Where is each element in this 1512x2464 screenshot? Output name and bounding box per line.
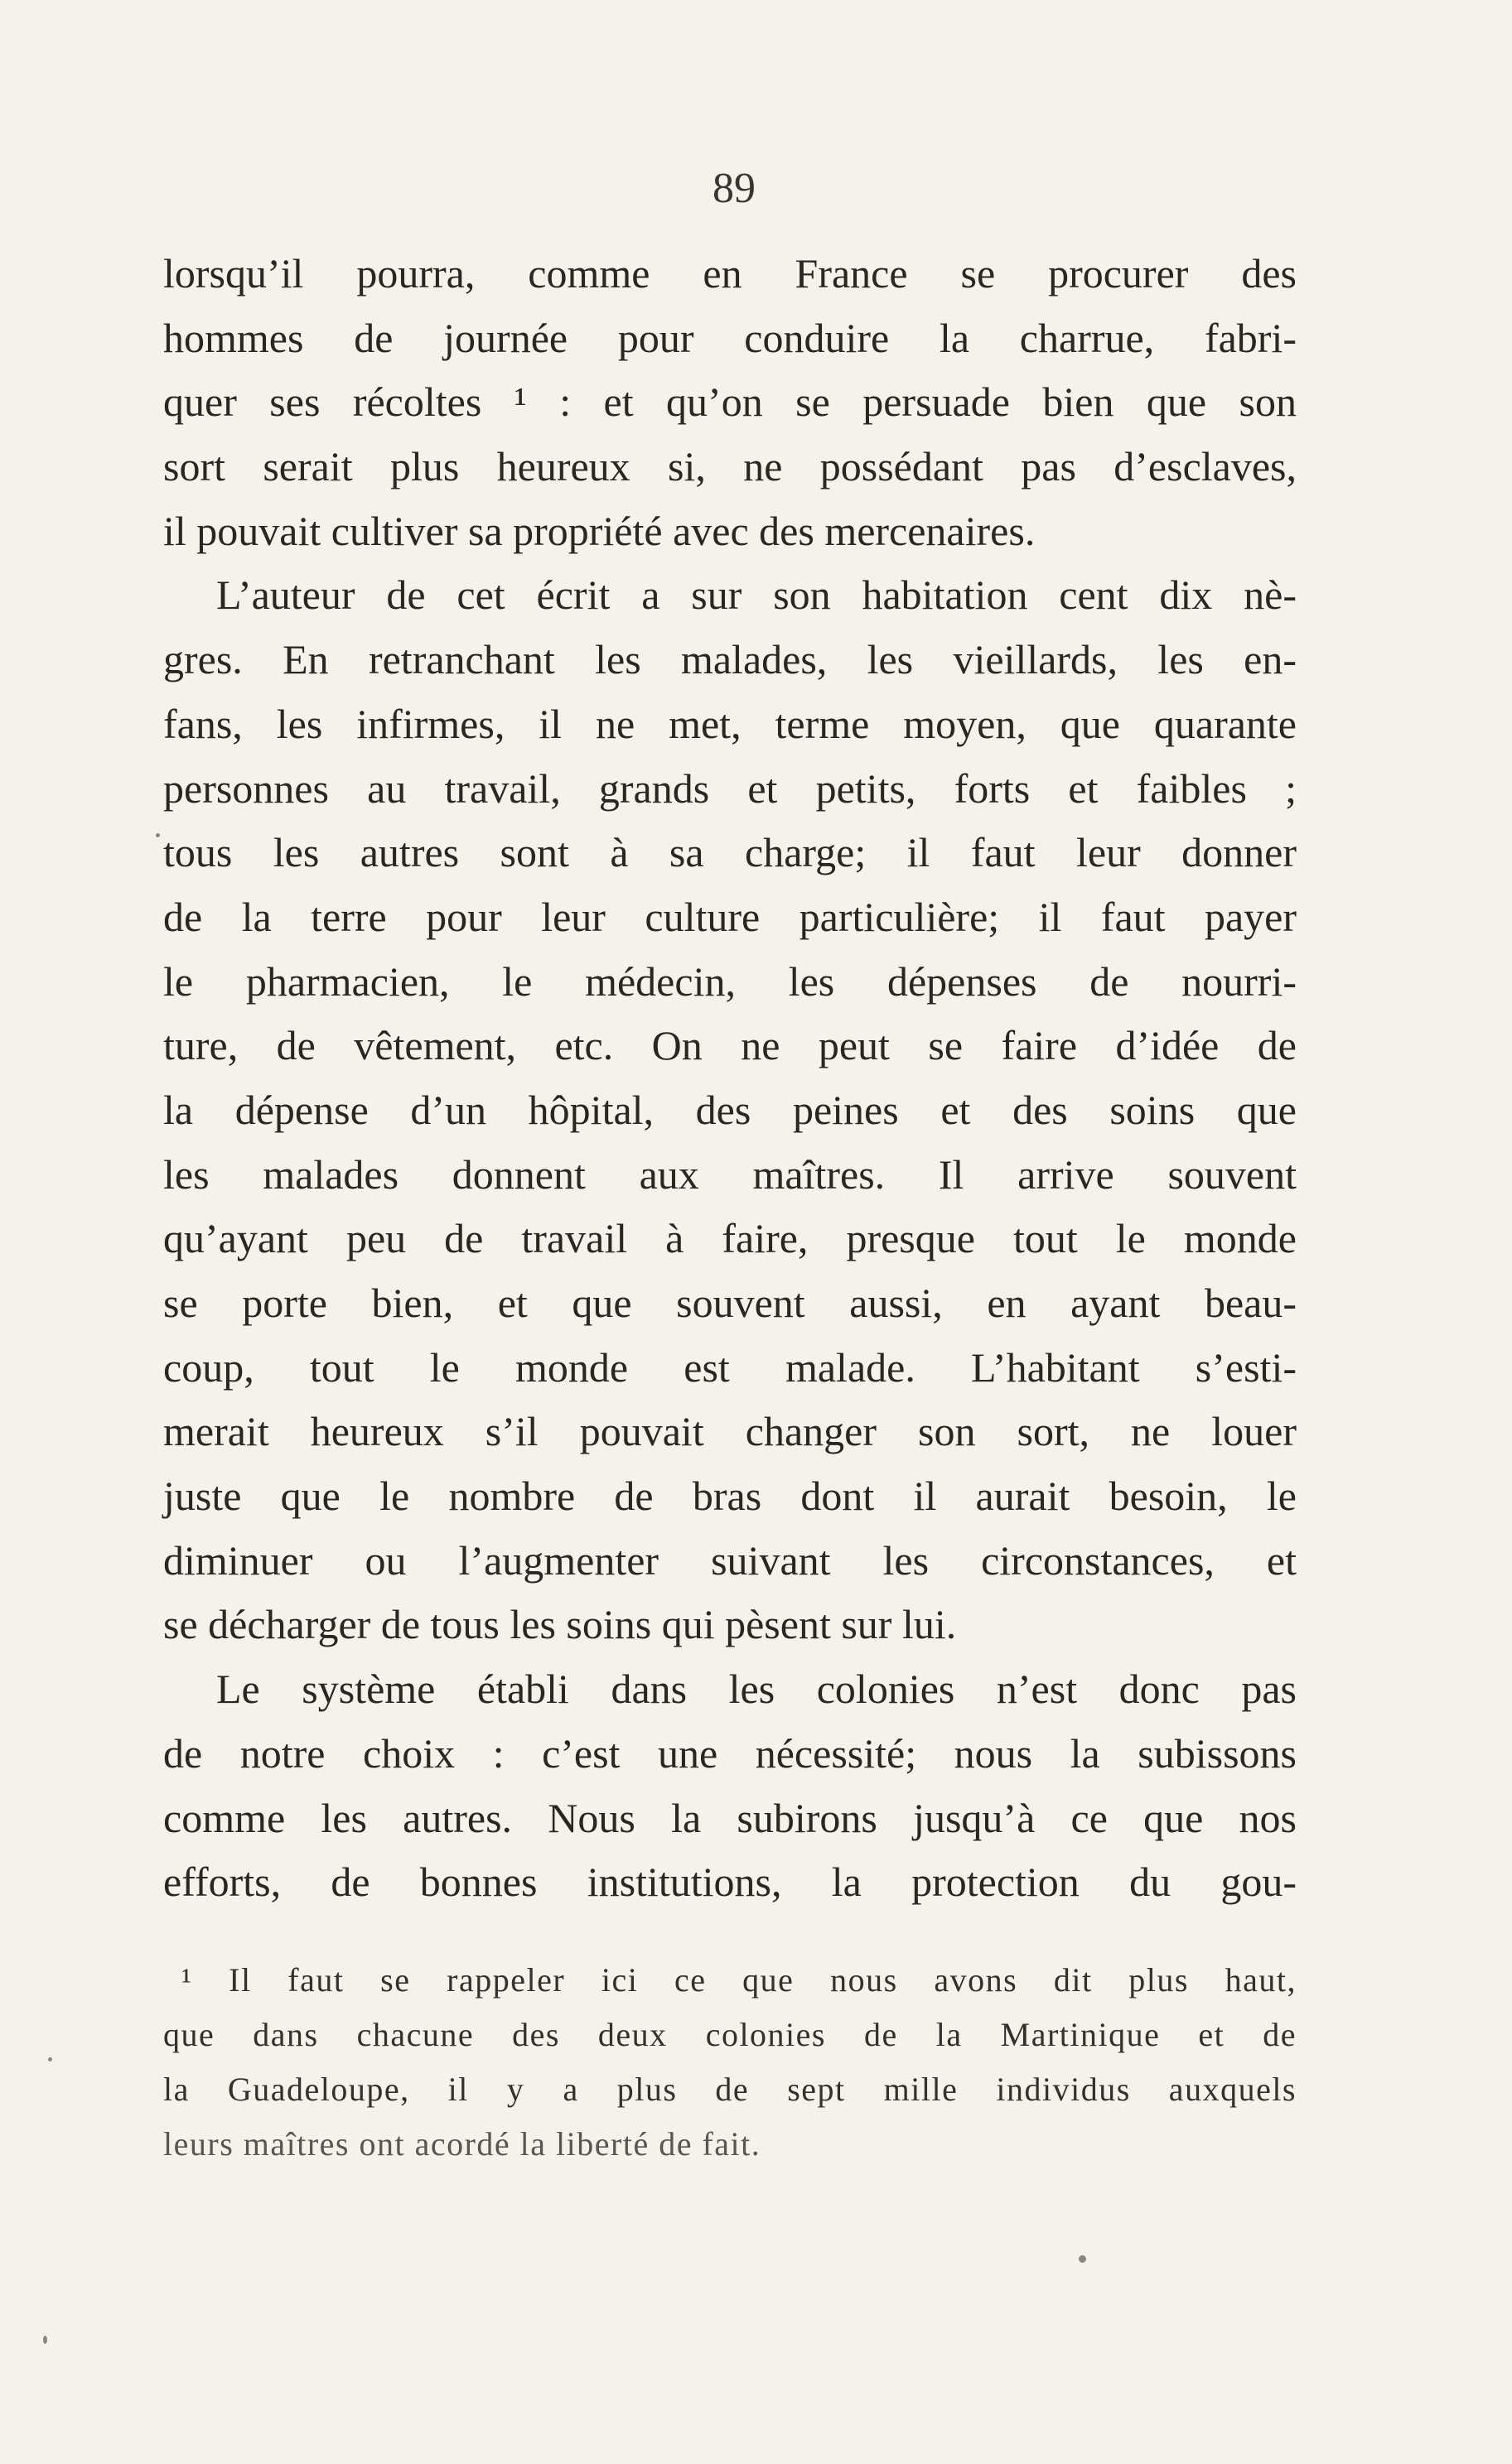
paper-speck	[156, 833, 160, 837]
text-line: le pharmacien, le médecin, les dépenses de nourri-	[163, 957, 1297, 1005]
text-line: gres. En retranchant les malades, les vieillards, les en-	[163, 636, 1297, 683]
text-line: qu’ayant peu de travail à faire, presque tout le monde	[163, 1215, 1297, 1262]
text-line: comme les autres. Nous la subirons jusqu’à ce que nos	[163, 1794, 1297, 1841]
text-line: il pouvait cultiver sa propriété avec des mercenaires.	[163, 507, 1036, 554]
text-line: lorsqu’il pourra, comme en France se procurer des	[163, 250, 1297, 297]
text-line: se porte bien, et que souvent aussi, en ayant beau-	[163, 1280, 1297, 1326]
text-line: tous les autres sont à sa charge; il faut leur donner	[163, 829, 1297, 876]
footnote-line: leurs maîtres ont acordé la liberté de fait.	[163, 2125, 761, 2163]
footnote-line: ¹ Il faut se rappeler ici ce que nous avons dit plus haut,	[181, 1961, 1297, 1999]
paper-speck	[48, 2057, 52, 2061]
text-line: coup, tout le monde est malade. L’habitant s’esti-	[163, 1343, 1297, 1391]
text-line: efforts, de bonnes institutions, la protection du gou-	[163, 1859, 1297, 1906]
text-line: sort serait plus heureux si, ne possédant pas d’esclaves,	[163, 443, 1297, 490]
text-line: fans, les infirmes, il ne met, terme moyen, que quarante	[163, 700, 1297, 747]
text-line: se décharger de tous les soins qui pèsent sur lui.	[163, 1601, 957, 1648]
text-line: juste que le nombre de bras dont il aurait besoin, le	[163, 1473, 1297, 1520]
paper-speck	[1079, 2255, 1086, 2263]
text-line: merait heureux s’il pouvait changer son sort, ne louer	[163, 1408, 1297, 1455]
text-line: personnes au travail, grands et petits, forts et faibles ;	[163, 764, 1297, 812]
footnote	[163, 1953, 1297, 2172]
text-line: quer ses récoltes ¹ : et qu’on se persuade bien que son	[163, 379, 1297, 426]
text-line: Le système établi dans les colonies n’est donc pas	[216, 1666, 1297, 1713]
text-line: hommes de journée pour conduire la charrue, fabri-	[163, 314, 1297, 361]
text-line: L’auteur de cet écrit a sur son habitation cent dix nè-	[216, 571, 1297, 619]
body-text	[163, 242, 1297, 1915]
text-line: la dépense d’un hôpital, des peines et des soins que	[163, 1086, 1297, 1133]
text-line: diminuer ou l’augmenter suivant les circonstances, et	[163, 1536, 1297, 1584]
text-line: de notre choix : c’est une nécessité; nous la subissons	[163, 1729, 1297, 1777]
footnote-line: que dans chacune des deux colonies de la Martinique et de	[163, 2016, 1297, 2053]
footnote-line: la Guadeloupe, il y a plus de sept mille individus auxquels	[163, 2071, 1297, 2108]
text-line: ture, de vêtement, etc. On ne peut se faire d’idée de	[163, 1022, 1297, 1069]
page-number: 89	[713, 165, 756, 212]
paper-speck	[43, 2336, 47, 2344]
text-line: les malades donnent aux maîtres. Il arrive souvent	[163, 1150, 1297, 1198]
text-line: de la terre pour leur culture particulière; il faut payer	[163, 893, 1297, 940]
